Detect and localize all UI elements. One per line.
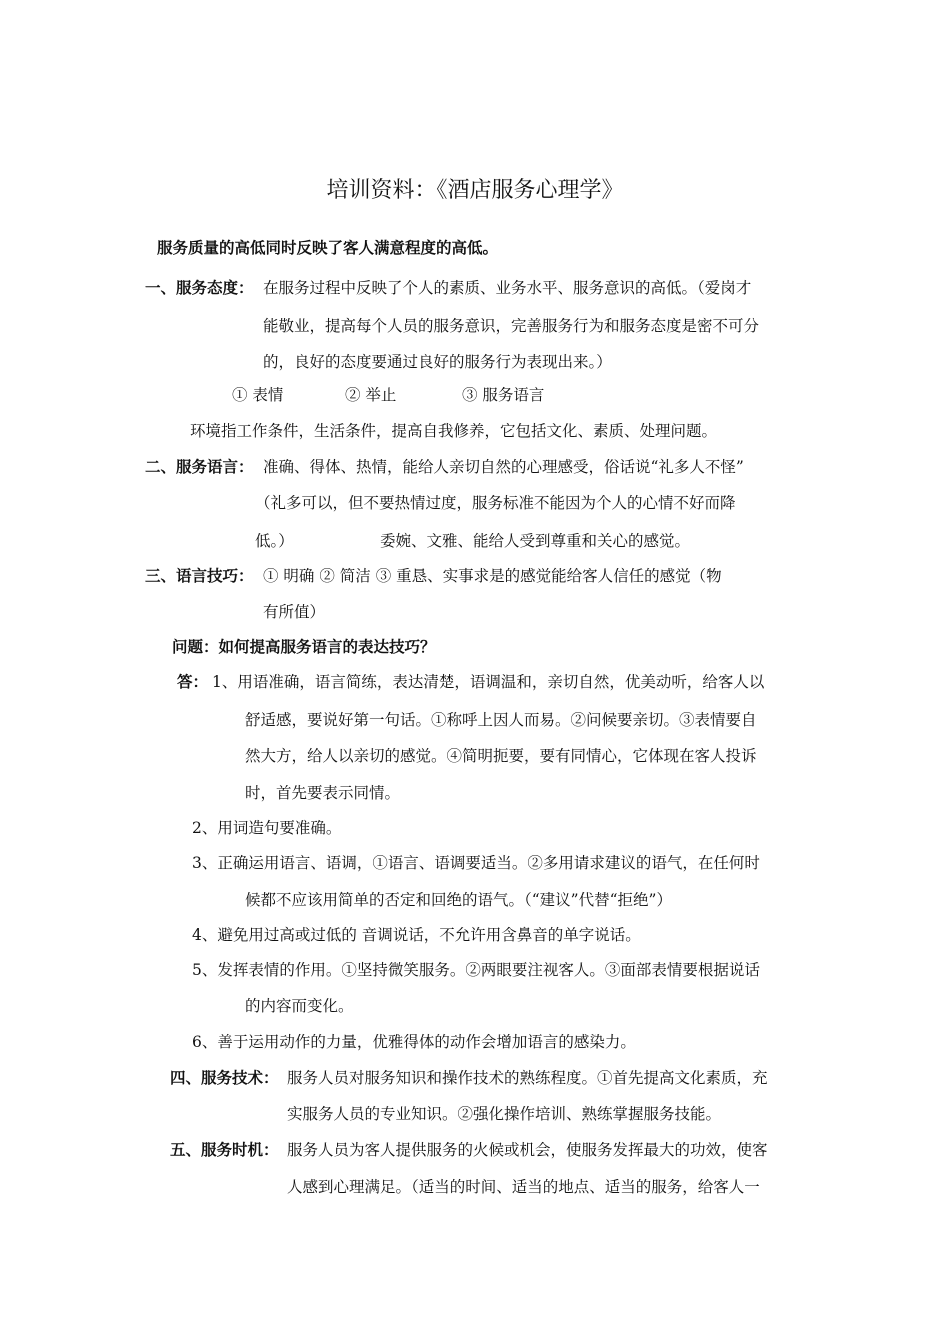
answer-3-line-1: 3、正确运用语言、语调，①语言、语调要适当。②多用请求建议的语气，在任何时 [192, 854, 760, 872]
answer-6: 6、善于运用动作的力量，优雅得体的动作会增加语言的感染力。 [192, 1033, 636, 1051]
section-4-line-2: 实服务人员的专业知识。②强化操作培训、熟练掌握服务技能。 [287, 1105, 722, 1123]
section-1-item-1: ① 表情 [232, 386, 284, 404]
section-2-line-3b: 委婉、文雅、能给人受到尊重和关心的感觉。 [380, 532, 691, 550]
section-1-label: 一、服务态度： [145, 278, 254, 297]
answer-1-line-1: 1、用语准确，语言简练，表达清楚，语调温和，亲切自然，优美动听，给客人以 [212, 673, 765, 691]
section-1-environment: 环境指工作条件，生活条件，提高自我修养，它包括文化、素质、处理问题。 [190, 422, 718, 440]
question-heading: 问题：如何提高服务语言的表达技巧？ [172, 637, 436, 656]
section-5-line-2: 人感到心理满足。（适当的时间、适当的地点、适当的服务，给客人一 [287, 1178, 760, 1196]
answer-label: 答： [177, 672, 209, 691]
answer-5-line-2: 的内容而变化。 [245, 997, 354, 1015]
section-2-label: 二、服务语言： [145, 457, 254, 476]
section-4-line-1: 服务人员对服务知识和操作技术的熟练程度。①首先提高文化素质，充 [287, 1069, 768, 1087]
section-3-line-1: ① 明确 ② 简洁 ③ 重恳、实事求是的感觉能给客人信任的感觉（物 [263, 567, 722, 585]
section-2-line-2: （礼多可以，但不要热情过度，服务标准不能因为个人的心情不好而降 [255, 494, 736, 512]
intro-text: 服务质量的高低同时反映了客人满意程度的高低。 [157, 238, 499, 257]
answer-4: 4、避免用过高或过低的 音调说话，不允许用含鼻音的单字说话。 [192, 926, 641, 944]
page-title: 培训资料：《酒店服务心理学》 [326, 178, 624, 203]
answer-1-line-3: 然大方，给人以亲切的感觉。④简明扼要，要有同情心，它体现在客人投诉 [245, 747, 757, 765]
section-1-item-3: ③ 服务语言 [462, 386, 545, 404]
section-4-label: 四、服务技术： [170, 1068, 279, 1087]
answer-3-line-2: 候都不应该用简单的否定和回绝的语气。（“建议”代替“拒绝”） [245, 891, 672, 909]
section-2-line-1: 准确、得体、热情，能给人亲切自然的心理感受，俗话说“礼多人不怪” [263, 458, 744, 476]
answer-2: 2、用词造句要准确。 [192, 819, 342, 837]
answer-5-line-1: 5、发挥表情的作用。①坚持微笑服务。②两眼要注视客人。③面部表情要根据说话 [192, 961, 760, 979]
answer-1-line-2: 舒适感，要说好第一句话。①称呼上因人而易。②问候要亲切。③表情要自 [245, 711, 757, 729]
section-1-item-2: ② 举止 [345, 386, 397, 404]
section-3-label: 三、语言技巧： [145, 566, 254, 585]
section-2-line-3a: 低。） [255, 532, 294, 550]
section-1-line-1: 在服务过程中反映了个人的素质、业务水平、服务意识的高低。（爱岗才 [263, 279, 752, 297]
answer-1-line-4: 时，首先要表示同情。 [245, 784, 401, 802]
section-5-line-1: 服务人员为客人提供服务的火候或机会，使服务发挥最大的功效，使客 [287, 1141, 768, 1159]
section-1-line-3: 的，良好的态度要通过良好的服务行为表现出来。） [263, 353, 612, 371]
section-5-label: 五、服务时机： [170, 1140, 279, 1159]
section-1-line-2: 能敬业，提高每个人员的服务意识，完善服务行为和服务态度是密不可分 [263, 317, 760, 335]
section-3-line-2: 有所值） [263, 603, 326, 621]
